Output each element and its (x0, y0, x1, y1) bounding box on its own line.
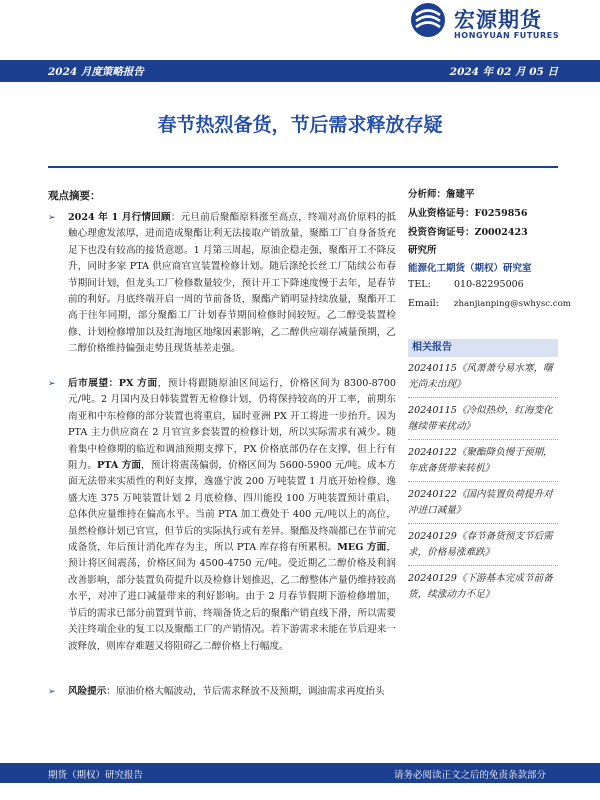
outlook-meg-label: MEG 方面 (337, 542, 387, 554)
summary-paragraph-outlook (48, 376, 396, 655)
bullet-arrow-icon: ➢ (48, 379, 56, 389)
review-label: 2024 年 1 月行情回顾 (68, 212, 171, 223)
footer-report-type: 期货（期权）研究报告 (48, 770, 144, 781)
related-report-item[interactable]: 20240115《风萧萧兮易水寒，曙光尚未出现》 (408, 363, 553, 390)
header-band (0, 60, 600, 82)
investment-number: Z0002423 (474, 227, 528, 238)
report-type: 2024 月度策略报告 (48, 66, 144, 78)
logo-name-en: HONGYUAN FUTURES (454, 31, 560, 40)
qualification-label: 从业资格证号： (408, 208, 475, 219)
related-report-item[interactable]: 20240122《聚酯降负慢于预期，年底备货带来转机》 (408, 447, 553, 474)
related-report-item[interactable]: 20240129《春节备货预支节后需求，价格易涨难跌》 (408, 531, 553, 558)
risk-label: 风险提示 (68, 686, 107, 697)
company-logo (410, 2, 590, 46)
risk-text: ：原油价格大幅波动，节后需求释放不及预期，调油需求再度抬头 (106, 686, 385, 697)
related-report-item[interactable]: 20240115《冷似热炒，红海变化继续带来扰动》 (408, 405, 553, 432)
bullet-arrow-icon: ➢ (48, 687, 56, 697)
tel-number: 010-82295006 (454, 279, 524, 290)
title-divider (48, 166, 558, 168)
related-divider (408, 439, 558, 440)
outlook-px-text: ，预计将跟随原油区间运行，价格区间为 8300-8700 元/吨。2 月国内及日韩装置暂无检修计划，仍将保持较高的开工率，前期东南亚和中东检修的部分装置也将重启，届时亚洲 PX 开工将进一步抬升。因为 PTA 主力供应商在 2 月官宣多套装置的检修计划，所以实际需求有减少。随着集中检修期的临近和调油预期支撑下，PX 价格底部仍存在支撑，但上行有阻力。 (68, 378, 396, 472)
related-divider (408, 481, 558, 482)
department: 研究所 (408, 245, 437, 256)
outlook-px-label: 后市展望：PX 方面 (68, 378, 158, 389)
analyst-name-label: 分析师： (408, 189, 447, 200)
analyst-info (408, 186, 571, 316)
footer-band (0, 763, 600, 783)
logo-name-cn: 宏源期货 (454, 8, 542, 32)
tel-label: TEL: (408, 279, 431, 290)
related-reports-heading: 相关报告 (408, 339, 558, 357)
related-divider (408, 523, 558, 524)
summary-paragraph-risk (48, 684, 396, 700)
outlook-pta-label: PTA 方面 (97, 460, 142, 472)
outlook-pta-text: ，预计将震荡偏弱，价格区间为 5600-5900 元/吨。成本方面无法带来实质性的利好支撑，逸盛宁波 200 万吨装置 1 月底开始检修、逸盛大连 375 万吨装置计划 2 月底检修、四川能投 100 万吨装置预计重启，总体供应量维持在偏高水平。当前 PTA 加工费处于 400 元/吨以上的高位，虽然检修计划已官宣，但节后的实际执行或有差异。聚酯及终端都已在节前完成备货，年后预计消化库存为主，所以 PTA 库存将有所累积。 (68, 460, 396, 554)
report-date: 2024 年 02 月 05 日 (449, 66, 558, 78)
related-report-item[interactable]: 20240122《国内装置负荷提升对冲进口减量》 (408, 489, 553, 516)
summary-paragraph-review (48, 210, 396, 358)
review-text: ：元旦前后聚酯原料涨至高点，终端对高价原料的抵触心理愈发浓厚，进而造成聚酯让利无法接取产销放量，聚酯工厂自身备货充足下也没有较高的接货意愿。1 月第三周起，原油企稳走强，聚酯开工不降反升，同时多家 PTA 供应商官宣装置检修计划。随后涤纶长丝工厂陆续公布春节期间计划，但龙头工厂检修数量较少，预计开工下降速度慢于去年，是春节前的利好。月底终端开启一周的节前备货，聚酯产销明显持续放量，聚酯开工高于往年同期，部分聚酯工厂计划春节期间检修时间较短。乙二醇受装置检修、计划检修增加以及红海地区地缘因素影响，乙二醇供应端存减量预期，乙二醇价格维持偏强走势且现货基差走强。 (68, 212, 396, 355)
footer-disclaimer[interactable]: 请务必阅读正文之后的免责条款部分 (393, 770, 546, 781)
qualification-number: F0259856 (474, 208, 528, 219)
research-office: 能源化工期货（期权）研究室 (408, 263, 532, 274)
page-title: 春节热烈备货，节后需求释放存疑 (157, 114, 443, 136)
related-divider (408, 565, 558, 566)
email-address[interactable]: zhanjianping@swhysc.com (454, 299, 571, 309)
investment-label: 投资咨询证号： (408, 227, 475, 238)
outlook-meg-text: ，预计将区间震荡，价格区间为 4500-4750 元/吨。受近期乙二醇价格及利润改善影响，部分装置负荷提升以及检修计划推迟，乙二醇整体产量仍维持较高水平，对冲了进口减量带来的利好影响。由于 2 月春节假期下游检修增加，节后的需求已部分前置到节前，终端备货之后的聚酯产销直线下滑，所以需要关注终端企业的复工以及聚酯工厂的产销情况。若下游需求未能在节后迎来一波释放，则库存难题又将阻碍乙二醇价格上行幅度。 (68, 542, 396, 652)
bullet-arrow-icon: ➢ (48, 213, 56, 223)
related-report-item[interactable]: 20240129《下游基本完成节前备货，续涨动力不足》 (408, 573, 553, 600)
related-divider (408, 397, 558, 398)
analyst-name: 詹建平 (446, 189, 475, 200)
email-label: Email: (408, 298, 439, 309)
logo-mark-icon (410, 2, 446, 38)
summary-heading: 观点摘要： (48, 190, 101, 202)
